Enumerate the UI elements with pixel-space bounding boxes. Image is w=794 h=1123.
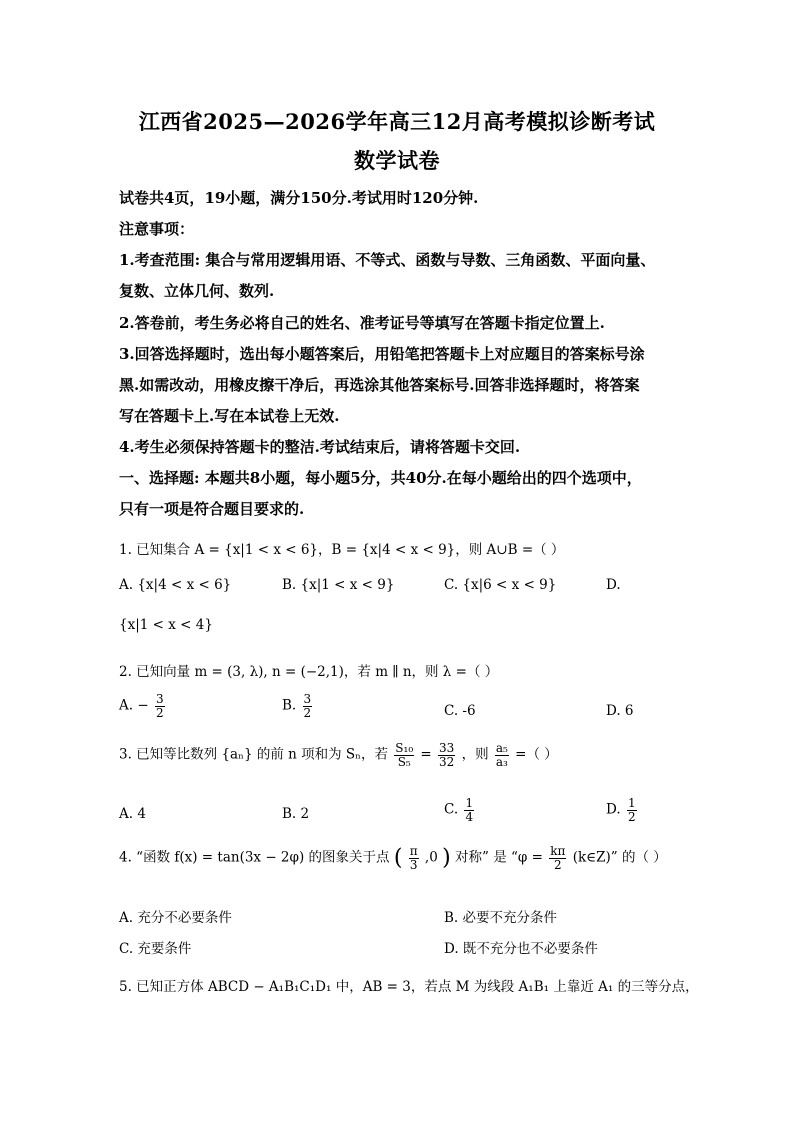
q2-option-b-label: B.	[282, 697, 297, 714]
fraction-numerator: S₁₀	[395, 741, 414, 755]
fraction-numerator: 3	[155, 692, 164, 706]
q2-option-c: C. -6	[444, 703, 476, 719]
q2-option-a-sign: −	[137, 697, 149, 714]
q4-point-y: ,0	[424, 849, 438, 866]
exam-intro: 试卷共4页，19小题，满分150分.考试用时120分钟.	[119, 189, 479, 207]
q4-option-d: D. 既不充分也不必要条件	[444, 941, 598, 957]
q2-option-a-label: A.	[119, 697, 134, 714]
q3-stem-end: =（ ）	[515, 746, 558, 763]
q3-option-d-fraction	[627, 797, 637, 823]
fraction-numerator: 33	[439, 741, 455, 755]
q1-option-d: D.	[606, 577, 621, 593]
q4-option-a: A. 充分不必要条件	[119, 910, 232, 926]
notice-item-2: 2.答卷前，考生务必将自己的姓名、准考证号等填写在答题卡指定位置上.	[119, 314, 605, 332]
fraction-numerator: kπ	[550, 844, 566, 858]
q2-option-b	[282, 693, 314, 719]
fraction-denominator: 2	[155, 705, 164, 720]
question-4	[119, 845, 667, 871]
fraction-denominator: a₃	[495, 754, 508, 769]
question-5: 5. 已知正方体 ABCD − A₁B₁C₁D₁ 中，AB = 3，若点 M 为线段 A₁B₁ 上靠近 A₁ 的三等分点，	[119, 979, 699, 995]
q3-option-b: B. 2	[282, 806, 310, 822]
q2-option-a-fraction	[155, 693, 165, 719]
q1-option-c: C. {x|6 < x < 9}	[444, 577, 557, 593]
fraction-numerator: 3	[303, 692, 312, 706]
q1-option-d-value: {x|1 < x < 4}	[119, 617, 213, 633]
section-heading: 一、选择题: 本题共8小题，每小题5分，共40分.在每小题给出的四个选项中，	[119, 469, 642, 487]
notice-item-3-cont-1: 黑.如需改动，用橡皮擦干净后，再选涂其他答案标号.回答非选择题时，将答案	[119, 376, 640, 394]
question-3	[119, 742, 558, 768]
fraction-numerator: π	[409, 844, 418, 858]
question-2: 2. 已知向量 m = (3, λ), n = (−2,1)，若 m ∥ n，则 λ =（ ）	[119, 664, 499, 680]
exam-title: 江西省2025—2026学年高三12月高考模拟诊断考试	[138, 109, 656, 134]
q2-option-a	[119, 693, 167, 719]
q3-equals: =	[420, 746, 432, 763]
fraction-denominator: 2	[303, 705, 312, 720]
q3-option-c-label: C.	[444, 801, 459, 818]
question-1: 1. 已知集合 A = {x|1 < x < 6}，B = {x|4 < x < 9}，则 A∪B =（ ）	[119, 542, 565, 558]
q4-phi-value	[549, 845, 566, 871]
q1-option-a: A. {x|4 < x < 6}	[119, 577, 232, 593]
fraction-denominator: 2	[627, 809, 636, 824]
q3-option-d-label: D.	[606, 801, 621, 818]
section-heading-cont: 只有一项是符合题目要求的.	[119, 500, 305, 518]
q4-right-paren: )	[442, 845, 451, 871]
fraction-denominator: 4	[465, 809, 474, 824]
q4-stem-mid: 对称” 是 “φ =	[455, 849, 543, 866]
q4-point-x	[409, 845, 419, 871]
fraction-denominator: 2	[554, 857, 562, 872]
q1-option-b: B. {x|1 < x < 9}	[282, 577, 395, 593]
q4-stem-start: 4. “函数 f(x) = tan(3x − 2φ) 的图象关于点	[119, 849, 390, 866]
q2-option-b-fraction	[303, 693, 313, 719]
q3-option-c-fraction	[464, 797, 474, 823]
fraction-denominator: S₅	[397, 754, 411, 769]
notice-item-3-cont-2: 写在答题卡上.写在本试卷上无效.	[119, 407, 340, 425]
fraction-numerator: a₅	[495, 741, 508, 755]
q3-stem-mid: ，则	[461, 746, 489, 763]
q2-option-d: D. 6	[606, 703, 634, 719]
q3-option-a: A. 4	[119, 806, 146, 822]
fraction-numerator: 1	[465, 796, 474, 810]
notice-item-1: 1.考查范围: 集合与常用逻辑用语、不等式、函数与导数、三角函数、平面向量、	[119, 251, 656, 269]
q3-ratio-a	[495, 742, 509, 768]
notice-heading: 注意事项：	[119, 220, 195, 238]
q3-stem-start: 3. 已知等比数列 {aₙ} 的前 n 项和为 Sₙ，若	[119, 746, 388, 763]
notice-item-3: 3.回答选择题时，选出每小题答案后，用铅笔把答题卡上对应题目的答案标号涂	[119, 345, 645, 363]
q3-option-d	[606, 797, 639, 823]
q4-option-c: C. 充要条件	[119, 941, 192, 957]
notice-item-4: 4.考生必须保持答题卡的整洁.考试结束后，请将答题卡交回.	[119, 438, 521, 456]
fraction-denominator: 32	[439, 754, 455, 769]
exam-subtitle: 数学试卷	[354, 148, 440, 173]
q3-ratio-s	[394, 742, 414, 768]
q4-stem-end: (k∈Z)” 的（ ）	[572, 849, 667, 866]
fraction-numerator: 1	[627, 796, 636, 810]
fraction-denominator: 3	[409, 857, 418, 872]
q4-left-paren: (	[393, 845, 403, 871]
q4-option-b: B. 必要不充分条件	[444, 910, 558, 926]
notice-item-1-cont: 复数、立体几何、数列.	[119, 282, 275, 300]
q3-ratio-value	[438, 742, 455, 768]
q3-option-c	[444, 797, 476, 823]
